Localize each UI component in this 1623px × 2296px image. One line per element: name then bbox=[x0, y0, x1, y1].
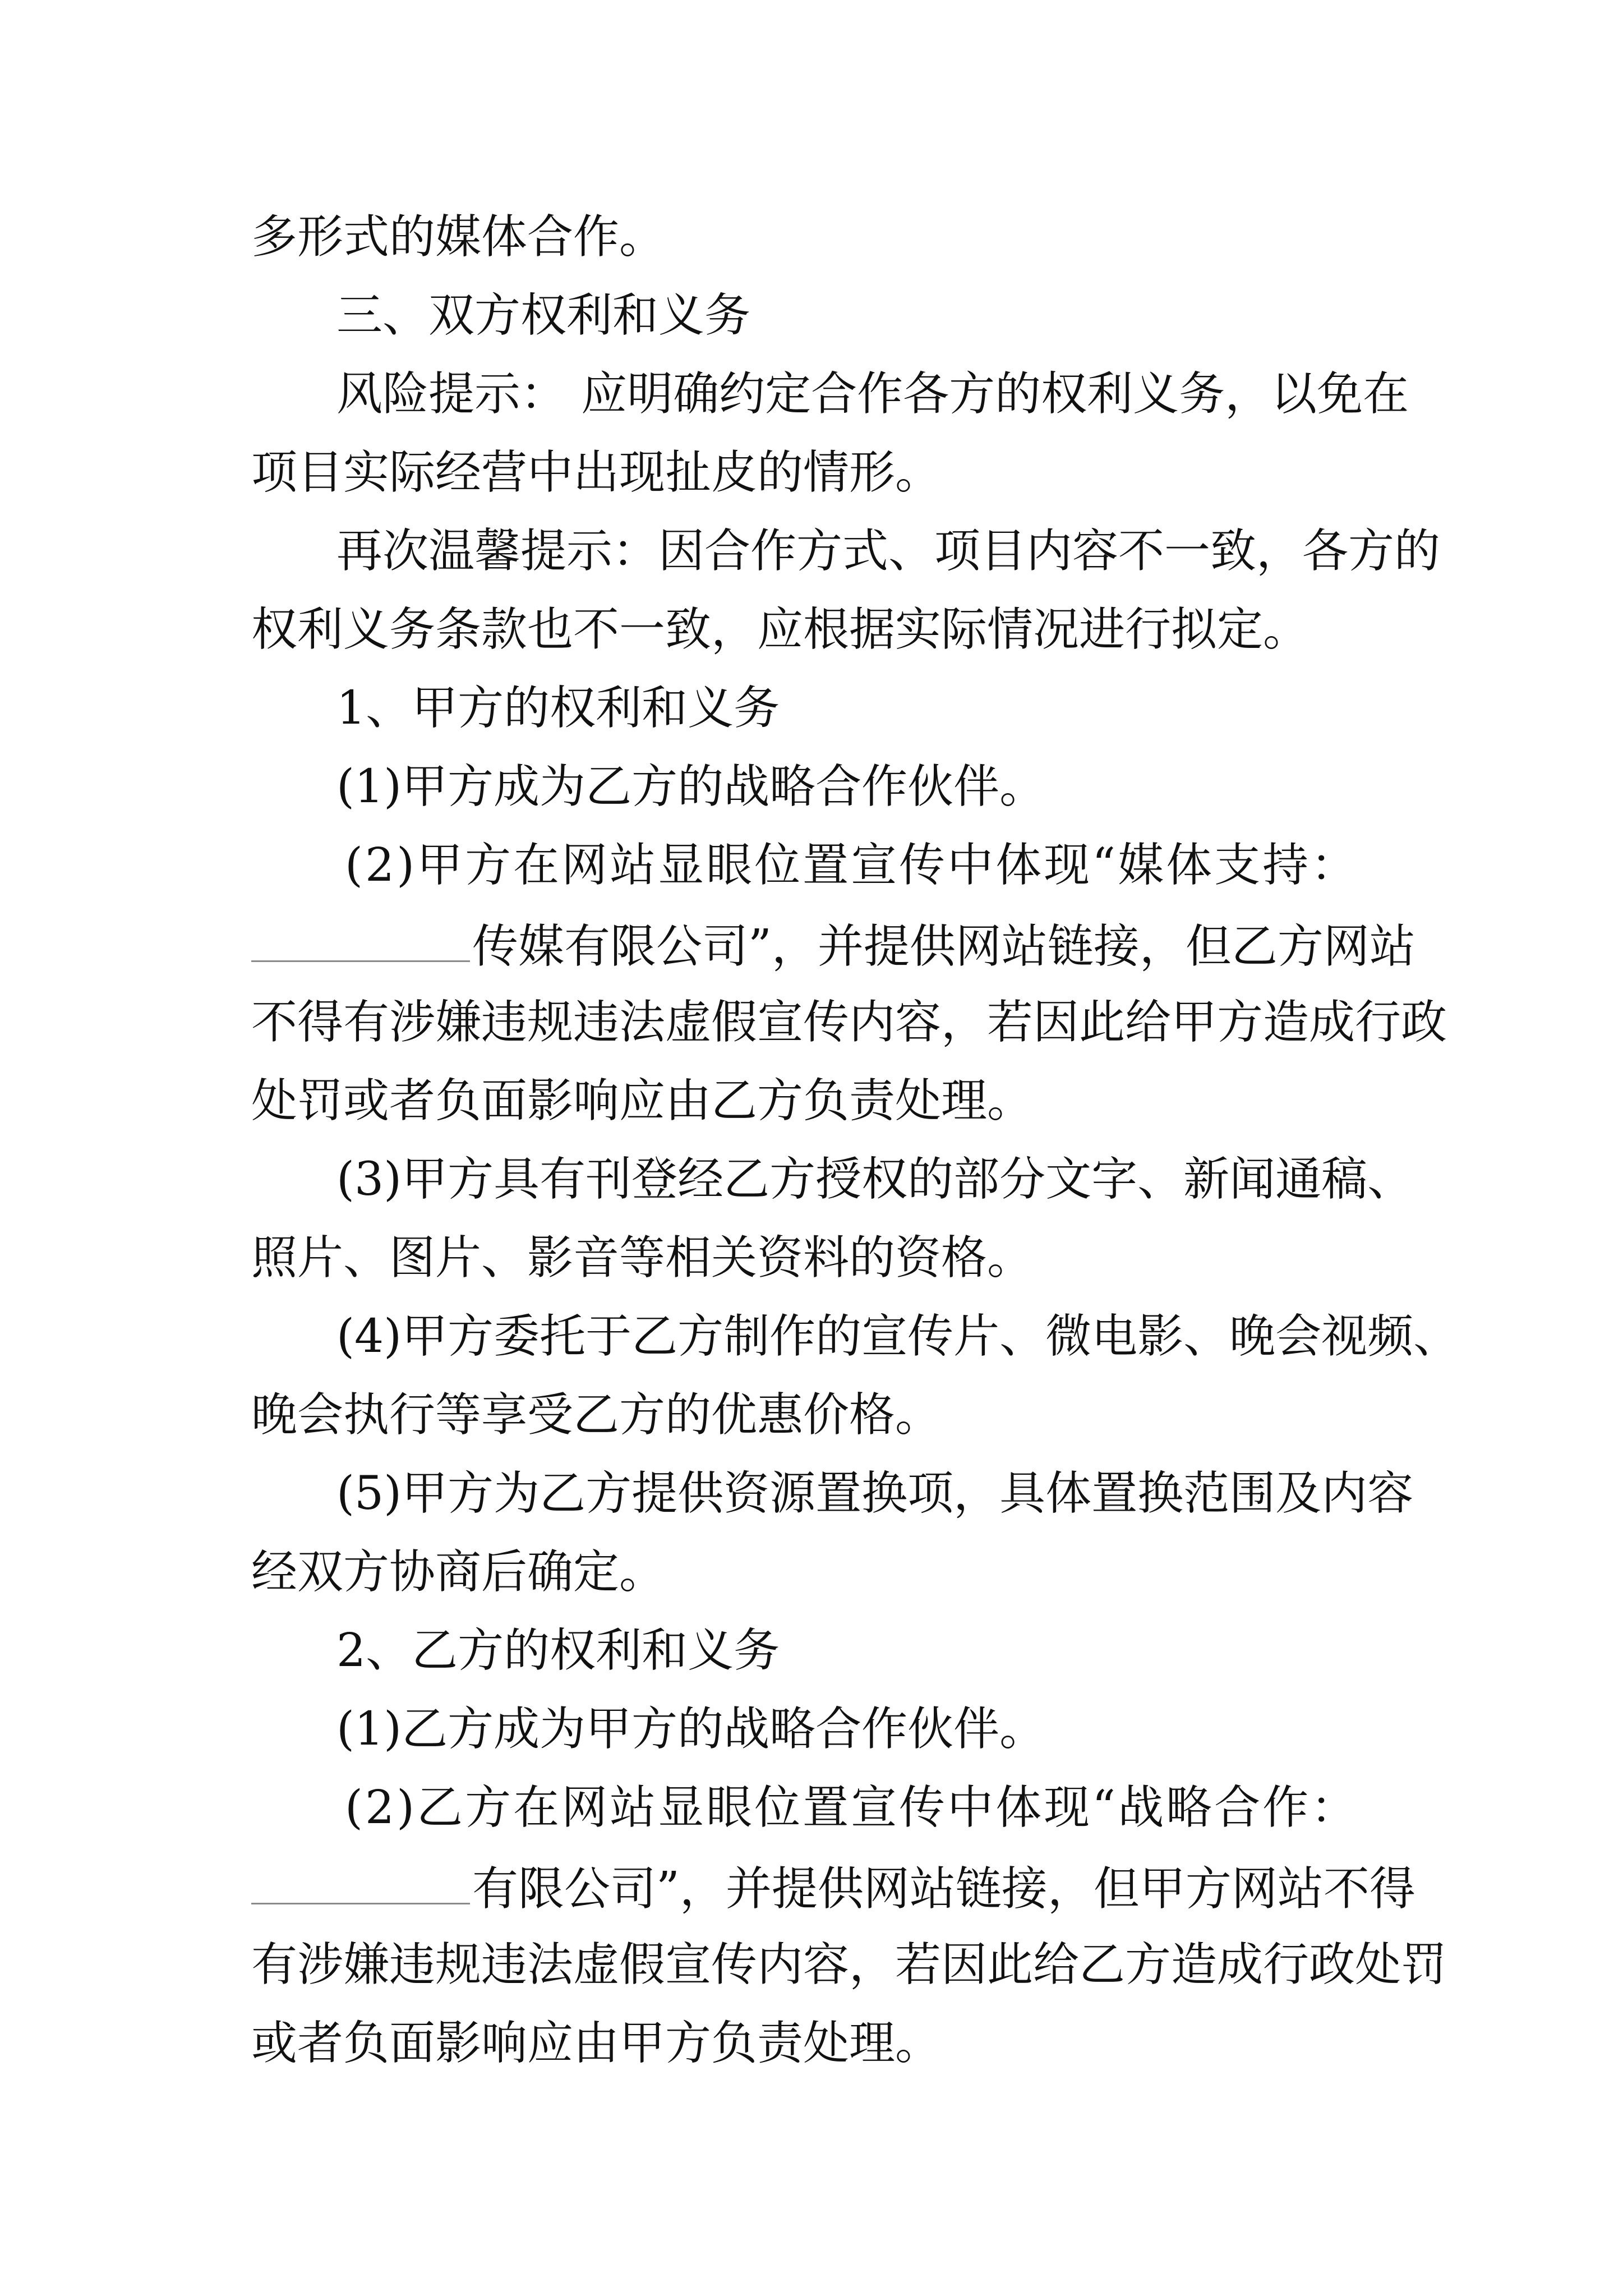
text-line: 项目实际经营中出现扯皮的情形。 bbox=[251, 446, 942, 499]
text-line: 多形式的媒体合作。 bbox=[251, 210, 666, 264]
text-line: 照片、图片、影音等相关资料的资格。 bbox=[251, 1231, 1034, 1285]
text-line: (5)甲方为乙方提供资源置换项，具体置换范围及内容 bbox=[336, 1467, 1414, 1520]
text-line: (2)甲方在网站显眼位置宣传中体现“媒体支持： bbox=[345, 839, 1359, 892]
text-line: (3)甲方具有刊登经乙方授权的部分文字、新闻通稿、 bbox=[336, 1153, 1414, 1206]
text-line: 处罚或者负面影响应由乙方负责处理。 bbox=[251, 1074, 1034, 1128]
text-line: 经双方协商后确定。 bbox=[251, 1545, 666, 1599]
text-line: 或者负面影响应由甲方负责处理。 bbox=[251, 2017, 942, 2070]
subsection-heading: 1、甲方的权利和义务 bbox=[336, 682, 780, 735]
text-line: 有涉嫌违规违法虚假宣传内容，若因此给乙方造成行政处罚 bbox=[251, 1938, 1447, 1991]
text-line: 晚会执行等享受乙方的优惠价格。 bbox=[251, 1388, 942, 1442]
section-heading: 三、双方权利和义务 bbox=[336, 289, 751, 342]
text-line: 权利义务条款也不一致，应根据实际情况进行拟定。 bbox=[251, 603, 1310, 656]
text-line-with-blank bbox=[251, 1862, 1415, 1916]
subsection-heading: 2、乙方的权利和义务 bbox=[336, 1624, 780, 1677]
text-line: 不得有涉嫌违规违法虚假宣传内容，若因此给甲方造成行政 bbox=[251, 996, 1447, 1049]
text-line: 再次温馨提示：因合作方式、项目内容不一致，各方的 bbox=[336, 524, 1441, 578]
text-line-with-blank bbox=[251, 920, 1415, 973]
text-line: 风险提示： 应明确约定合作各方的权利义务，以免在 bbox=[336, 367, 1409, 421]
fill-in-blank bbox=[251, 1864, 470, 1904]
text-line: (1)乙方成为甲方的战略合作伙伴。 bbox=[336, 1703, 1046, 1756]
fill-in-blank bbox=[251, 921, 470, 962]
text-segment: 有限公司”，并提供网站链接，但甲方网站不得 bbox=[472, 1862, 1415, 1916]
text-line: (1)甲方成为乙方的战略合作伙伴。 bbox=[336, 760, 1046, 813]
text-segment: 传媒有限公司”，并提供网站链接，但乙方网站 bbox=[472, 920, 1415, 973]
text-line: (4)甲方委托于乙方制作的宣传片、微电影、晚会视频、 bbox=[336, 1310, 1460, 1363]
text-line: (2)乙方在网站显眼位置宣传中体现“战略合作： bbox=[345, 1781, 1359, 1834]
